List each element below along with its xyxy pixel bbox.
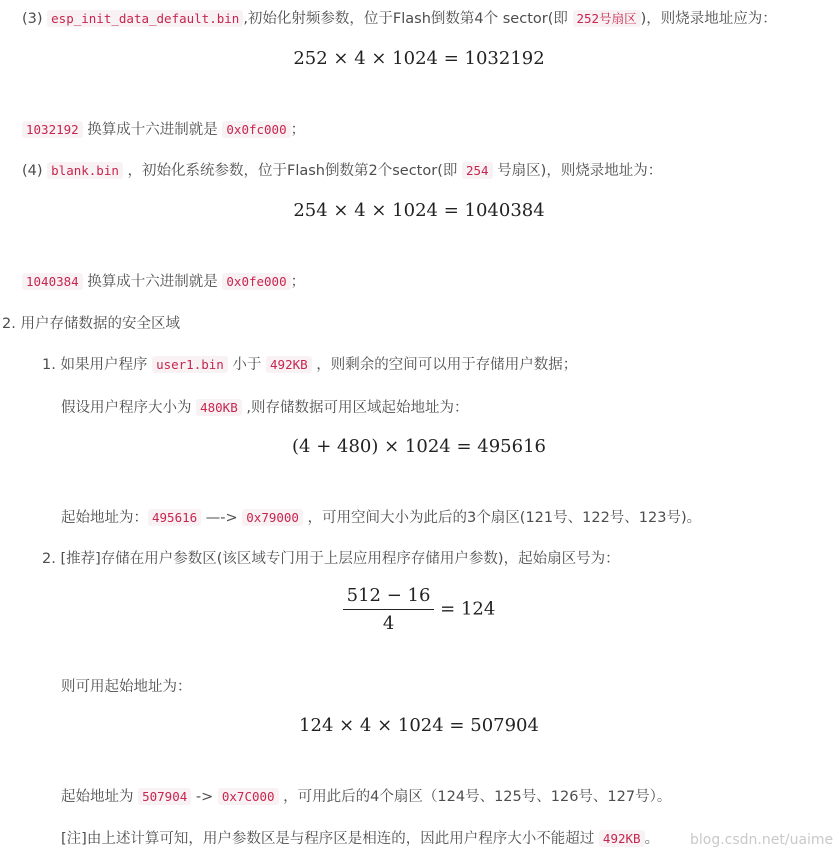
hex1-end: ；: [290, 122, 306, 138]
code-492kb: 492KB: [266, 356, 312, 373]
code-esp-init-data: esp_init_data_default.bin: [47, 10, 243, 27]
code-blank-bin: blank.bin: [47, 162, 123, 179]
note-line: [61, 828, 659, 850]
assume-line: [61, 397, 468, 419]
code-0x79000: 0x79000: [242, 509, 303, 526]
code-492kb-note: 492KB: [599, 830, 645, 847]
sub2-line: [42, 548, 620, 570]
assume-text1: 假设用户程序大小为: [61, 400, 197, 416]
code-sector-254: 254: [462, 162, 493, 179]
item4-text1: ，初始化系统参数，位于Flash倒数第2个sector(即: [122, 163, 462, 179]
fraction-result: = 124: [434, 598, 496, 620]
sub1-text1: 如果用户程序: [60, 357, 153, 373]
code-user1-bin: user1.bin: [152, 356, 228, 373]
sub1-number: 1.: [42, 357, 61, 373]
start1-line: [61, 507, 701, 529]
hex2-line: [22, 271, 305, 293]
sub2-text: [推荐]存储在用户参数区(该区域专门用于上层应用程序存储用户参数)，起始扇区号为：: [60, 551, 620, 567]
formula-2: 254 × 4 × 1024 = 1040384: [293, 200, 545, 221]
fraction: [343, 585, 435, 634]
code-sector-252: 252号扇区: [573, 10, 641, 27]
sub1-line: [42, 354, 577, 376]
code-0x0fe000: 0x0fe000: [222, 273, 290, 290]
fraction-numerator: 512 − 16: [343, 585, 435, 610]
code-480kb: 480KB: [196, 399, 242, 416]
assume-text2: ,则存储数据可用区域起始地址为：: [241, 400, 469, 416]
code-1040384: 1040384: [22, 273, 83, 290]
note-text1: [注]由上述计算可知，用户参数区是与程序区是相连的，因此用户程序大小不能超过: [61, 831, 599, 847]
start1-arrow: —->: [201, 510, 243, 526]
note-end: 。: [644, 831, 660, 847]
item3-line: [22, 8, 777, 30]
code-0x0fc000: 0x0fc000: [222, 121, 290, 138]
sub1-text2: 小于: [227, 357, 267, 373]
formula-5: 124 × 4 × 1024 = 507904: [299, 715, 539, 736]
section2-number: 2.: [2, 316, 21, 332]
start2-arrow: ->: [191, 789, 218, 805]
start1-text1: 起始地址为：: [61, 510, 148, 526]
start2-text2: ，可用此后的4个扇区（124号、125号、126号、127号）。: [278, 789, 672, 805]
code-1032192: 1032192: [22, 121, 83, 138]
item4-text2: 号扇区)，则烧录地址为：: [492, 163, 663, 179]
start2-line: [61, 786, 671, 808]
code-0x7c000: 0x7C000: [218, 788, 279, 805]
hex1-line: [22, 119, 305, 141]
item4-prefix: (4): [22, 163, 48, 179]
start2-text1: 起始地址为: [61, 789, 139, 805]
hex1-text: 换算成十六进制就是: [82, 122, 223, 138]
item3-text1: ,初始化射频参数，位于Flash倒数第4个 sector(即: [243, 11, 573, 27]
item4-line: [22, 160, 662, 182]
hex2-end: ；: [290, 274, 306, 290]
formula-1: 252 × 4 × 1024 = 1032192: [293, 48, 545, 69]
hex2-text: 换算成十六进制就是: [82, 274, 223, 290]
start1-text2: ，可用空间大小为此后的3个扇区(121号、122号、123号)。: [302, 510, 702, 526]
section2-heading: [2, 313, 180, 335]
sub1-text3: ，则剩余的空间可以用于存储用户数据；: [311, 357, 578, 373]
item3-prefix: (3): [22, 11, 48, 27]
sub2-number: 2.: [42, 551, 61, 567]
watermark: blog.csdn.net/uaime: [690, 832, 834, 848]
avail-line: 则可用起始地址为：: [61, 679, 192, 695]
code-495616: 495616: [148, 509, 201, 526]
fraction-denominator: 4: [382, 613, 395, 634]
code-507904: 507904: [138, 788, 191, 805]
section2-title: 用户存储数据的安全区域: [20, 316, 180, 332]
formula-4: [0, 585, 838, 634]
formula-3: (4 + 480) × 1024 = 495616: [292, 436, 546, 457]
item3-text2: )，则烧录地址应为：: [640, 11, 777, 27]
